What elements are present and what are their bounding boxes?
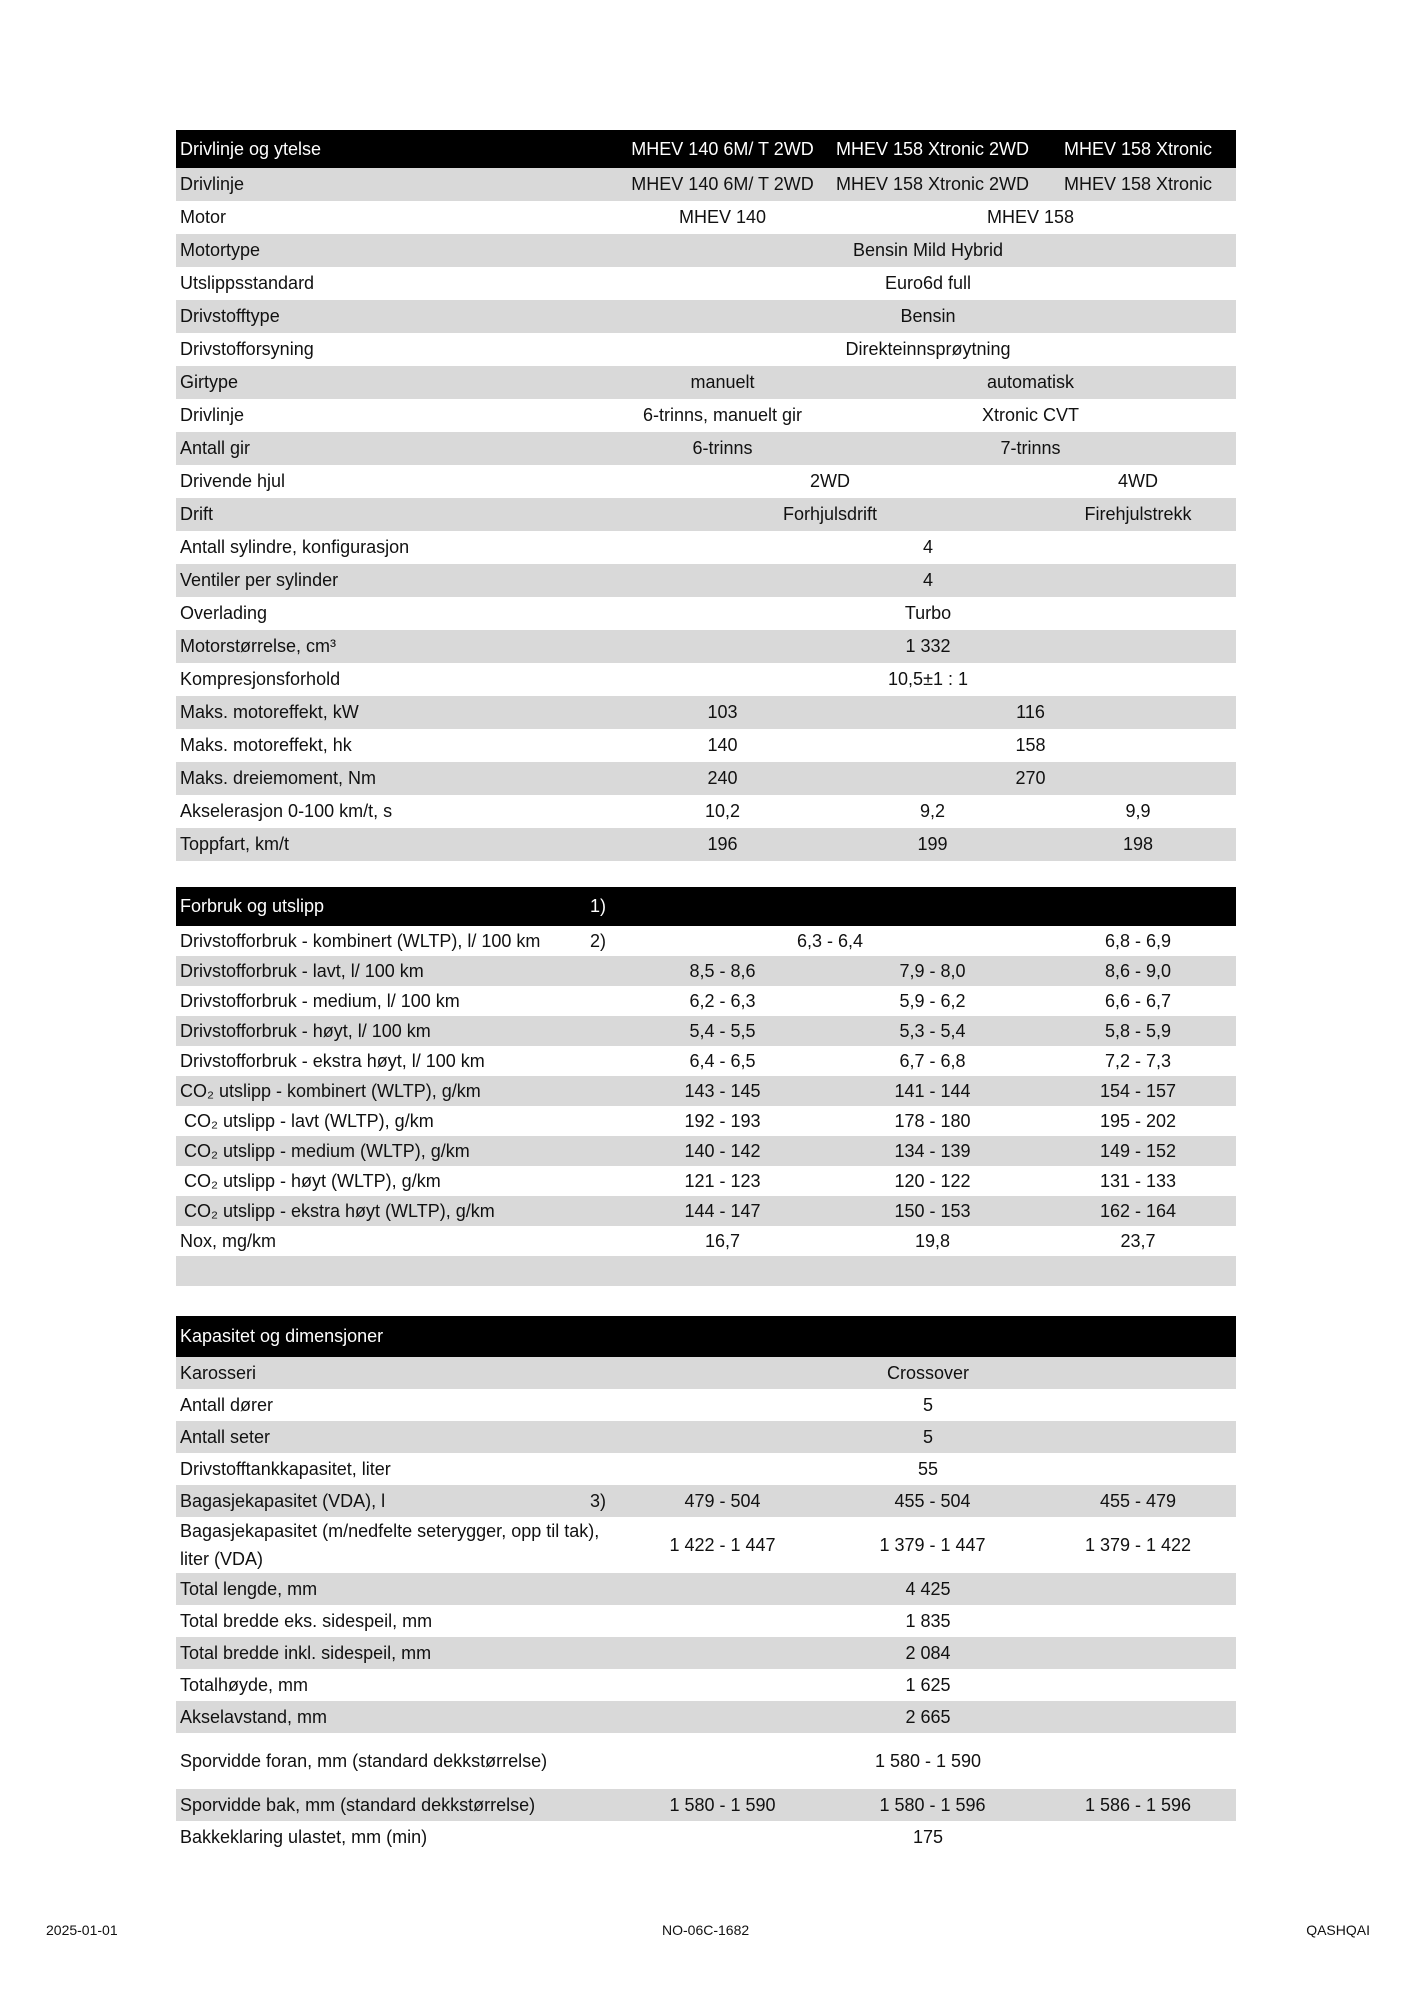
table-row	[176, 1821, 1236, 1853]
row-label: CO₂ utslipp - ekstra høyt (WLTP), g/km	[184, 1200, 495, 1221]
value-cell: 1 835	[905, 1610, 951, 1631]
row-label: Drivlinje	[180, 405, 245, 425]
row-label: Antall gir	[180, 438, 251, 458]
value-cell: 178 - 180	[894, 1110, 971, 1131]
row-label: Motorstørrelse, cm³	[180, 636, 337, 656]
value-cell: 1 625	[905, 1674, 951, 1695]
value-cell: MHEV 158	[986, 207, 1075, 227]
value-cell: Bensin	[900, 306, 956, 326]
value-cell: Xtronic CVT	[981, 405, 1080, 425]
value-cell: 8,6 - 9,0	[1104, 960, 1172, 981]
table-row	[176, 1136, 1236, 1166]
table-row	[176, 1166, 1236, 1196]
table-row	[176, 956, 1236, 986]
value-cell: 6,2 - 6,3	[689, 990, 756, 1011]
row-label: Antall seter	[180, 1426, 271, 1447]
value-cell: 196	[707, 834, 738, 854]
value-cell: 134 - 139	[894, 1140, 971, 1161]
table-row	[176, 729, 1236, 762]
value-cell: 5	[922, 1394, 933, 1415]
table-row	[176, 1669, 1236, 1701]
value-cell: MHEV 158 Xtronic 2WD	[835, 174, 1030, 194]
row-label: CO₂ utslipp - medium (WLTP), g/km	[184, 1140, 470, 1161]
row-label: Maks. motoreffekt, kW	[180, 702, 359, 722]
row-label: Toppfart, km/t	[180, 834, 290, 854]
value-cell: 1 580 - 1 590	[669, 1794, 776, 1815]
table-row	[176, 1573, 1236, 1605]
value-cell: 116	[1016, 702, 1045, 722]
table-row	[176, 267, 1236, 300]
value-cell: MHEV 158 Xtronic	[1063, 174, 1213, 194]
section-kapasitet-og-dimensjoner	[176, 1316, 1236, 1853]
table-row	[176, 1196, 1236, 1226]
value-cell: manuelt	[690, 372, 755, 392]
value-cell: 55	[917, 1458, 939, 1479]
row-label: Drivende hjul	[180, 471, 286, 491]
value-cell: Euro6d full	[884, 273, 972, 293]
value-cell: 150 - 153	[894, 1200, 971, 1221]
section-title: Forbruk og utslipp	[180, 896, 325, 916]
row-label: Drift	[180, 504, 213, 524]
row-label: Overlading	[180, 603, 268, 623]
value-cell: 8,5 - 8,6	[689, 960, 756, 981]
table-row	[176, 1106, 1236, 1136]
value-cell: 5,3 - 5,4	[899, 1020, 966, 1041]
value-cell: 6,7 - 6,8	[899, 1050, 966, 1071]
value-cell: 141 - 144	[894, 1080, 971, 1101]
value-cell: 5,4 - 5,5	[689, 1020, 756, 1041]
value-cell: 4WD	[1118, 471, 1158, 491]
table-row	[176, 531, 1236, 564]
table-row	[176, 234, 1236, 267]
value-cell: 120 - 122	[894, 1170, 971, 1191]
value-cell: 175	[912, 1826, 944, 1847]
row-label: Akselerasjon 0-100 km/t, s	[180, 801, 393, 821]
table-row	[176, 795, 1236, 828]
value-cell: 140 - 142	[684, 1140, 761, 1161]
footnote-marker: 2)	[590, 930, 607, 951]
table-row	[176, 1637, 1236, 1669]
table-row	[176, 1016, 1236, 1046]
value-cell: 198	[1122, 834, 1154, 854]
row-label: Nox, mg/km	[180, 1230, 277, 1251]
row-label: Drivstofforbruk - høyt, l/ 100 km	[180, 1020, 431, 1041]
footer-doc-code: NO-06C-1682	[662, 1922, 750, 1938]
column-header: MHEV 158 Xtronic 2WD	[835, 138, 1030, 159]
row-label: CO₂ utslipp - kombinert (WLTP), g/km	[180, 1080, 481, 1101]
value-cell: 4	[922, 570, 933, 590]
value-cell: 1 580 - 1 596	[879, 1794, 986, 1815]
value-cell: 6,8 - 6,9	[1104, 930, 1172, 951]
value-cell: 6,3 - 6,4	[796, 930, 864, 951]
row-label: Drivstofforsyning	[180, 339, 314, 359]
row-label: Antall dører	[180, 1394, 274, 1415]
row-label: Maks. motoreffekt, hk	[180, 735, 352, 755]
value-cell: 19,8	[914, 1230, 951, 1251]
value-cell: 2 084	[905, 1642, 951, 1663]
table-row	[176, 1389, 1236, 1421]
table-row	[176, 366, 1236, 399]
value-cell: 9,2	[919, 801, 946, 821]
section-header	[176, 130, 1236, 168]
section-drivlinje-og-ytelse	[176, 130, 1236, 861]
value-cell: MHEV 140 6M/ T 2WD	[631, 174, 814, 194]
row-label: Utslippsstandard	[180, 273, 315, 293]
row-label: Sporvidde foran, mm (standard dekkstørrelse)	[180, 1751, 548, 1771]
table-row	[176, 399, 1236, 432]
value-cell: 103	[707, 702, 738, 722]
section-title: Kapasitet og dimensjoner	[180, 1326, 384, 1346]
table-row	[176, 630, 1236, 663]
value-cell: 149 - 152	[1099, 1140, 1177, 1161]
value-cell: 16,7	[704, 1230, 741, 1251]
value-cell: 2WD	[810, 471, 850, 491]
footer-model: QASHQAI	[1306, 1922, 1370, 1938]
table-row	[176, 1605, 1236, 1637]
value-cell: 7,9 - 8,0	[899, 960, 966, 981]
row-label: Drivstofforbruk - ekstra høyt, l/ 100 km	[180, 1050, 485, 1071]
table-row	[176, 333, 1236, 366]
row-label: Karosseri	[180, 1362, 257, 1383]
row-label: Drivstofforbruk - kombinert (WLTP), l/ 100 km	[180, 930, 541, 951]
table-row	[176, 986, 1236, 1016]
value-cell: 1 580 - 1 590	[874, 1750, 982, 1771]
value-cell: 4	[922, 537, 933, 557]
value-cell: 270	[1015, 768, 1046, 788]
value-cell: Bensin Mild Hybrid	[852, 240, 1004, 260]
table-row	[176, 300, 1236, 333]
value-cell: 199	[917, 834, 948, 854]
row-label: CO₂ utslipp - høyt (WLTP), g/km	[184, 1170, 441, 1191]
value-cell: 192 - 193	[684, 1110, 761, 1131]
table-row	[176, 465, 1236, 498]
table-row	[176, 663, 1236, 696]
table-row	[176, 762, 1236, 795]
value-cell: Crossover	[886, 1362, 970, 1383]
value-cell: 240	[707, 768, 738, 788]
table-row	[176, 201, 1236, 234]
value-cell: 144 - 147	[684, 1200, 761, 1221]
row-label: Bagasjekapasitet (VDA), l	[180, 1490, 386, 1511]
value-cell: 6,4 - 6,5	[689, 1050, 756, 1071]
value-cell: 140	[707, 735, 738, 755]
table-row	[176, 1453, 1236, 1485]
row-label: Maks. dreiemoment, Nm	[180, 768, 377, 788]
value-cell: 1 422 - 1 447	[669, 1534, 776, 1555]
value-cell: 154 - 157	[1099, 1080, 1177, 1101]
row-label: Drivstofforbruk - lavt, l/ 100 km	[180, 960, 424, 981]
value-cell: 455 - 504	[894, 1490, 971, 1511]
value-cell: 1 586 - 1 596	[1084, 1794, 1192, 1815]
section-forbruk-og-utslipp	[176, 887, 1236, 1286]
table-row	[176, 1357, 1236, 1389]
value-cell: Direkteinnsprøytning	[845, 339, 1011, 359]
value-cell: 9,9	[1125, 801, 1151, 821]
row-label: Motor	[180, 207, 227, 227]
value-cell: MHEV 140	[678, 207, 767, 227]
table-row	[176, 498, 1236, 531]
row-label: Drivstofftype	[180, 306, 280, 326]
row-label: Total bredde eks. sidespeil, mm	[180, 1610, 433, 1631]
value-cell: 143 - 145	[684, 1080, 761, 1101]
row-label: CO₂ utslipp - lavt (WLTP), g/km	[184, 1110, 434, 1131]
value-cell: 5,8 - 5,9	[1104, 1020, 1172, 1041]
value-cell: 6-trinns	[692, 438, 753, 458]
value-cell: 1 379 - 1 422	[1084, 1534, 1192, 1555]
value-cell: 195 - 202	[1099, 1110, 1177, 1131]
row-label: Bagasjekapasitet (m/nedfelte seterygger, opp til tak), liter (VDA)	[180, 1521, 600, 1569]
table-row	[176, 1517, 1236, 1573]
row-label: Drivstofftankkapasitet, liter	[180, 1458, 391, 1479]
value-cell: 1 379 - 1 447	[879, 1534, 986, 1555]
row-label: Sporvidde bak, mm (standard dekkstørrelse)	[180, 1794, 536, 1815]
table-row	[176, 168, 1236, 201]
table-row	[176, 1701, 1236, 1733]
column-header: MHEV 140 6M/ T 2WD	[631, 138, 814, 159]
row-label: Drivstofforbruk - medium, l/ 100 km	[180, 990, 460, 1011]
row-label: Motortype	[180, 240, 261, 260]
table-row	[176, 828, 1236, 861]
table-row	[176, 926, 1236, 956]
table-row	[176, 1076, 1236, 1106]
value-cell: 131 - 133	[1099, 1170, 1177, 1191]
footer-date: 2025-01-01	[46, 1922, 118, 1938]
value-cell: automatisk	[986, 372, 1075, 392]
value-cell: Forhjulsdrift	[782, 504, 878, 524]
table-row	[176, 1046, 1236, 1076]
row-label: Ventiler per sylinder	[180, 570, 339, 590]
row-label: Bakkeklaring ulastet, mm (min)	[180, 1826, 428, 1847]
value-cell: 23,7	[1120, 1230, 1156, 1251]
value-cell: 7,2 - 7,3	[1104, 1050, 1172, 1071]
footnote-marker: 1)	[590, 896, 607, 916]
table-row	[176, 564, 1236, 597]
table-row	[176, 696, 1236, 729]
row-label: Kompresjonsforhold	[180, 669, 341, 689]
row-label: Akselavstand, mm	[180, 1706, 328, 1727]
value-cell: 479 - 504	[684, 1490, 761, 1511]
value-cell: 121 - 123	[684, 1170, 761, 1191]
value-cell: 10,2	[704, 801, 741, 821]
row-label: Antall sylindre, konfigurasjon	[180, 537, 410, 557]
value-cell: 158	[1015, 735, 1046, 755]
value-cell: 4 425	[905, 1578, 951, 1599]
value-cell: 6-trinns, manuelt gir	[642, 405, 803, 425]
section-header	[176, 887, 1236, 926]
table-row	[176, 1256, 1236, 1286]
value-cell: 5,9 - 6,2	[899, 990, 966, 1011]
table-row	[176, 1226, 1236, 1256]
row-label: Total bredde inkl. sidespeil, mm	[180, 1642, 432, 1663]
footnote-marker: 3)	[590, 1490, 607, 1511]
value-cell: 5	[922, 1426, 933, 1447]
row-label: Total lengde, mm	[180, 1578, 318, 1599]
value-cell: 162 - 164	[1099, 1200, 1177, 1221]
value-cell: 7-trinns	[1000, 438, 1061, 458]
section-header	[176, 1316, 1236, 1357]
section-title: Drivlinje og ytelse	[180, 138, 322, 159]
table-row	[176, 1789, 1236, 1821]
value-cell: 2 665	[905, 1706, 951, 1727]
row-label: Drivlinje	[180, 174, 245, 194]
value-cell: 6,6 - 6,7	[1104, 990, 1172, 1011]
value-cell: 10,5±1 : 1	[888, 669, 968, 689]
table-row	[176, 1733, 1236, 1789]
table-row	[176, 597, 1236, 630]
value-cell: 1 332	[905, 636, 951, 656]
table-row	[176, 1421, 1236, 1453]
table-row	[176, 432, 1236, 465]
value-cell: 455 - 479	[1099, 1490, 1177, 1511]
value-cell: Turbo	[904, 603, 952, 623]
table-row	[176, 1485, 1236, 1517]
row-label: Girtype	[180, 372, 239, 392]
column-header: MHEV 158 Xtronic	[1063, 138, 1213, 159]
value-cell: Firehjulstrekk	[1084, 504, 1192, 524]
row-label: Totalhøyde, mm	[180, 1674, 309, 1695]
